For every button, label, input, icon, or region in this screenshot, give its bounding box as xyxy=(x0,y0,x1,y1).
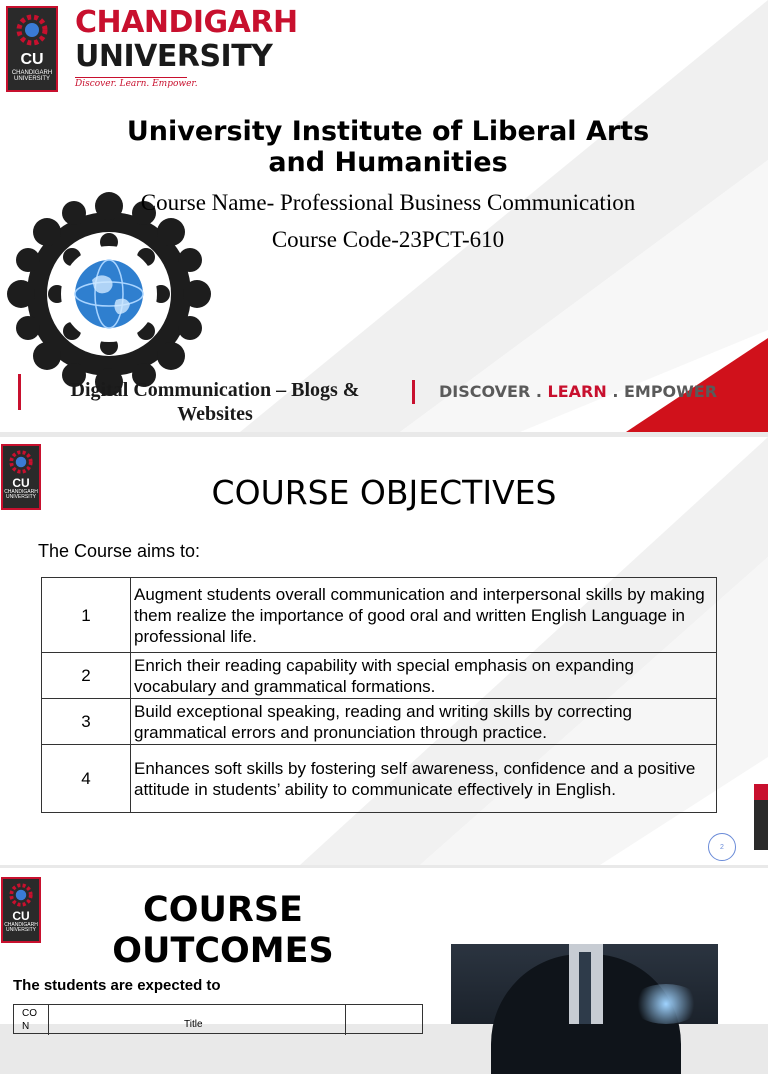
logo-caption: CHANDIGARH UNIVERSITY xyxy=(4,922,38,934)
objectives-intro: The Course aims to: xyxy=(38,541,201,561)
university-name-line1: CHANDIGARH xyxy=(75,5,298,40)
table-column-divider xyxy=(345,1005,346,1035)
table-row xyxy=(42,578,717,653)
tagline-divider xyxy=(75,77,187,78)
objective-number: 4 xyxy=(42,745,131,813)
outcomes-photo xyxy=(451,944,718,1024)
table-header-co: CO N xyxy=(22,1008,37,1032)
table-header-title: Title xyxy=(184,1019,203,1030)
logo-mark: CU xyxy=(12,476,30,490)
objective-text: Build exceptional speaking, reading and writing skills by correcting grammatical errors and pronunciation through practice. xyxy=(131,699,717,745)
course-name: Course Name- Professional Business Communication xyxy=(140,190,636,215)
photo-tie-shape xyxy=(579,952,591,1024)
table-row xyxy=(42,745,717,813)
table-column-divider xyxy=(48,1005,49,1035)
logo-caption: CHANDIGARH UNIVERSITY xyxy=(4,489,38,501)
motto-separator: . xyxy=(530,382,548,401)
course-code: Course Code-23PCT-610 xyxy=(271,227,505,252)
university-name-line2: UNIVERSITY xyxy=(75,39,273,74)
objective-text: Enhances soft skills by fostering self awareness, confidence and a positive attitude in students’ ability to communicate effectively in English. xyxy=(131,745,717,813)
motto-learn: LEARN xyxy=(547,382,607,401)
objective-number: 2 xyxy=(42,653,131,699)
outcomes-table xyxy=(13,1004,423,1034)
photo-glow-shape xyxy=(631,984,701,1024)
logo-gear-icon xyxy=(12,10,52,50)
university-logo xyxy=(1,877,41,943)
logo-mark: CU xyxy=(20,51,44,68)
motto-discover: DISCOVER xyxy=(439,382,531,401)
university-logo xyxy=(6,6,58,92)
university-tagline: Discover. Learn. Empower. xyxy=(75,79,198,89)
objectives-table xyxy=(41,577,717,813)
logo-gear-icon xyxy=(6,880,36,910)
objective-number: 1 xyxy=(42,578,131,653)
page-number: 2 xyxy=(720,843,724,851)
logo-mark: CU xyxy=(12,909,30,923)
slide-title: COURSE OBJECTIVES xyxy=(211,473,557,512)
table-row xyxy=(42,653,717,699)
logo-caption: CHANDIGARH UNIVERSITY xyxy=(11,70,53,83)
outcomes-intro: The students are expected to xyxy=(13,977,221,994)
objective-text: Augment students overall communication and interpersonal skills by making them realize the importance of good oral and written English Language in professional life. xyxy=(131,578,717,653)
page-number-badge xyxy=(708,833,736,861)
title-slide xyxy=(0,0,768,432)
motto-bar xyxy=(412,380,415,404)
motto xyxy=(439,382,717,401)
motto-separator: . xyxy=(606,382,624,401)
institute-title: University Institute of Liberal Arts and Humanities xyxy=(126,116,650,178)
side-strip xyxy=(754,784,768,850)
topic-left-bar xyxy=(18,374,21,410)
objective-number: 3 xyxy=(42,699,131,745)
objective-text: Enrich their reading capability with special emphasis on expanding vocabulary and grammatical formations. xyxy=(131,653,717,699)
table-row xyxy=(42,699,717,745)
course-objectives-slide xyxy=(0,437,768,865)
motto-empower: EMPOWER xyxy=(623,382,718,401)
topic-title: Digital Communication – Blogs & Websites xyxy=(70,379,360,425)
slide-title-line1: COURSE xyxy=(143,890,303,930)
course-outcomes-slide xyxy=(0,868,768,1032)
slide-title-line2: OUTCOMES xyxy=(112,931,334,971)
